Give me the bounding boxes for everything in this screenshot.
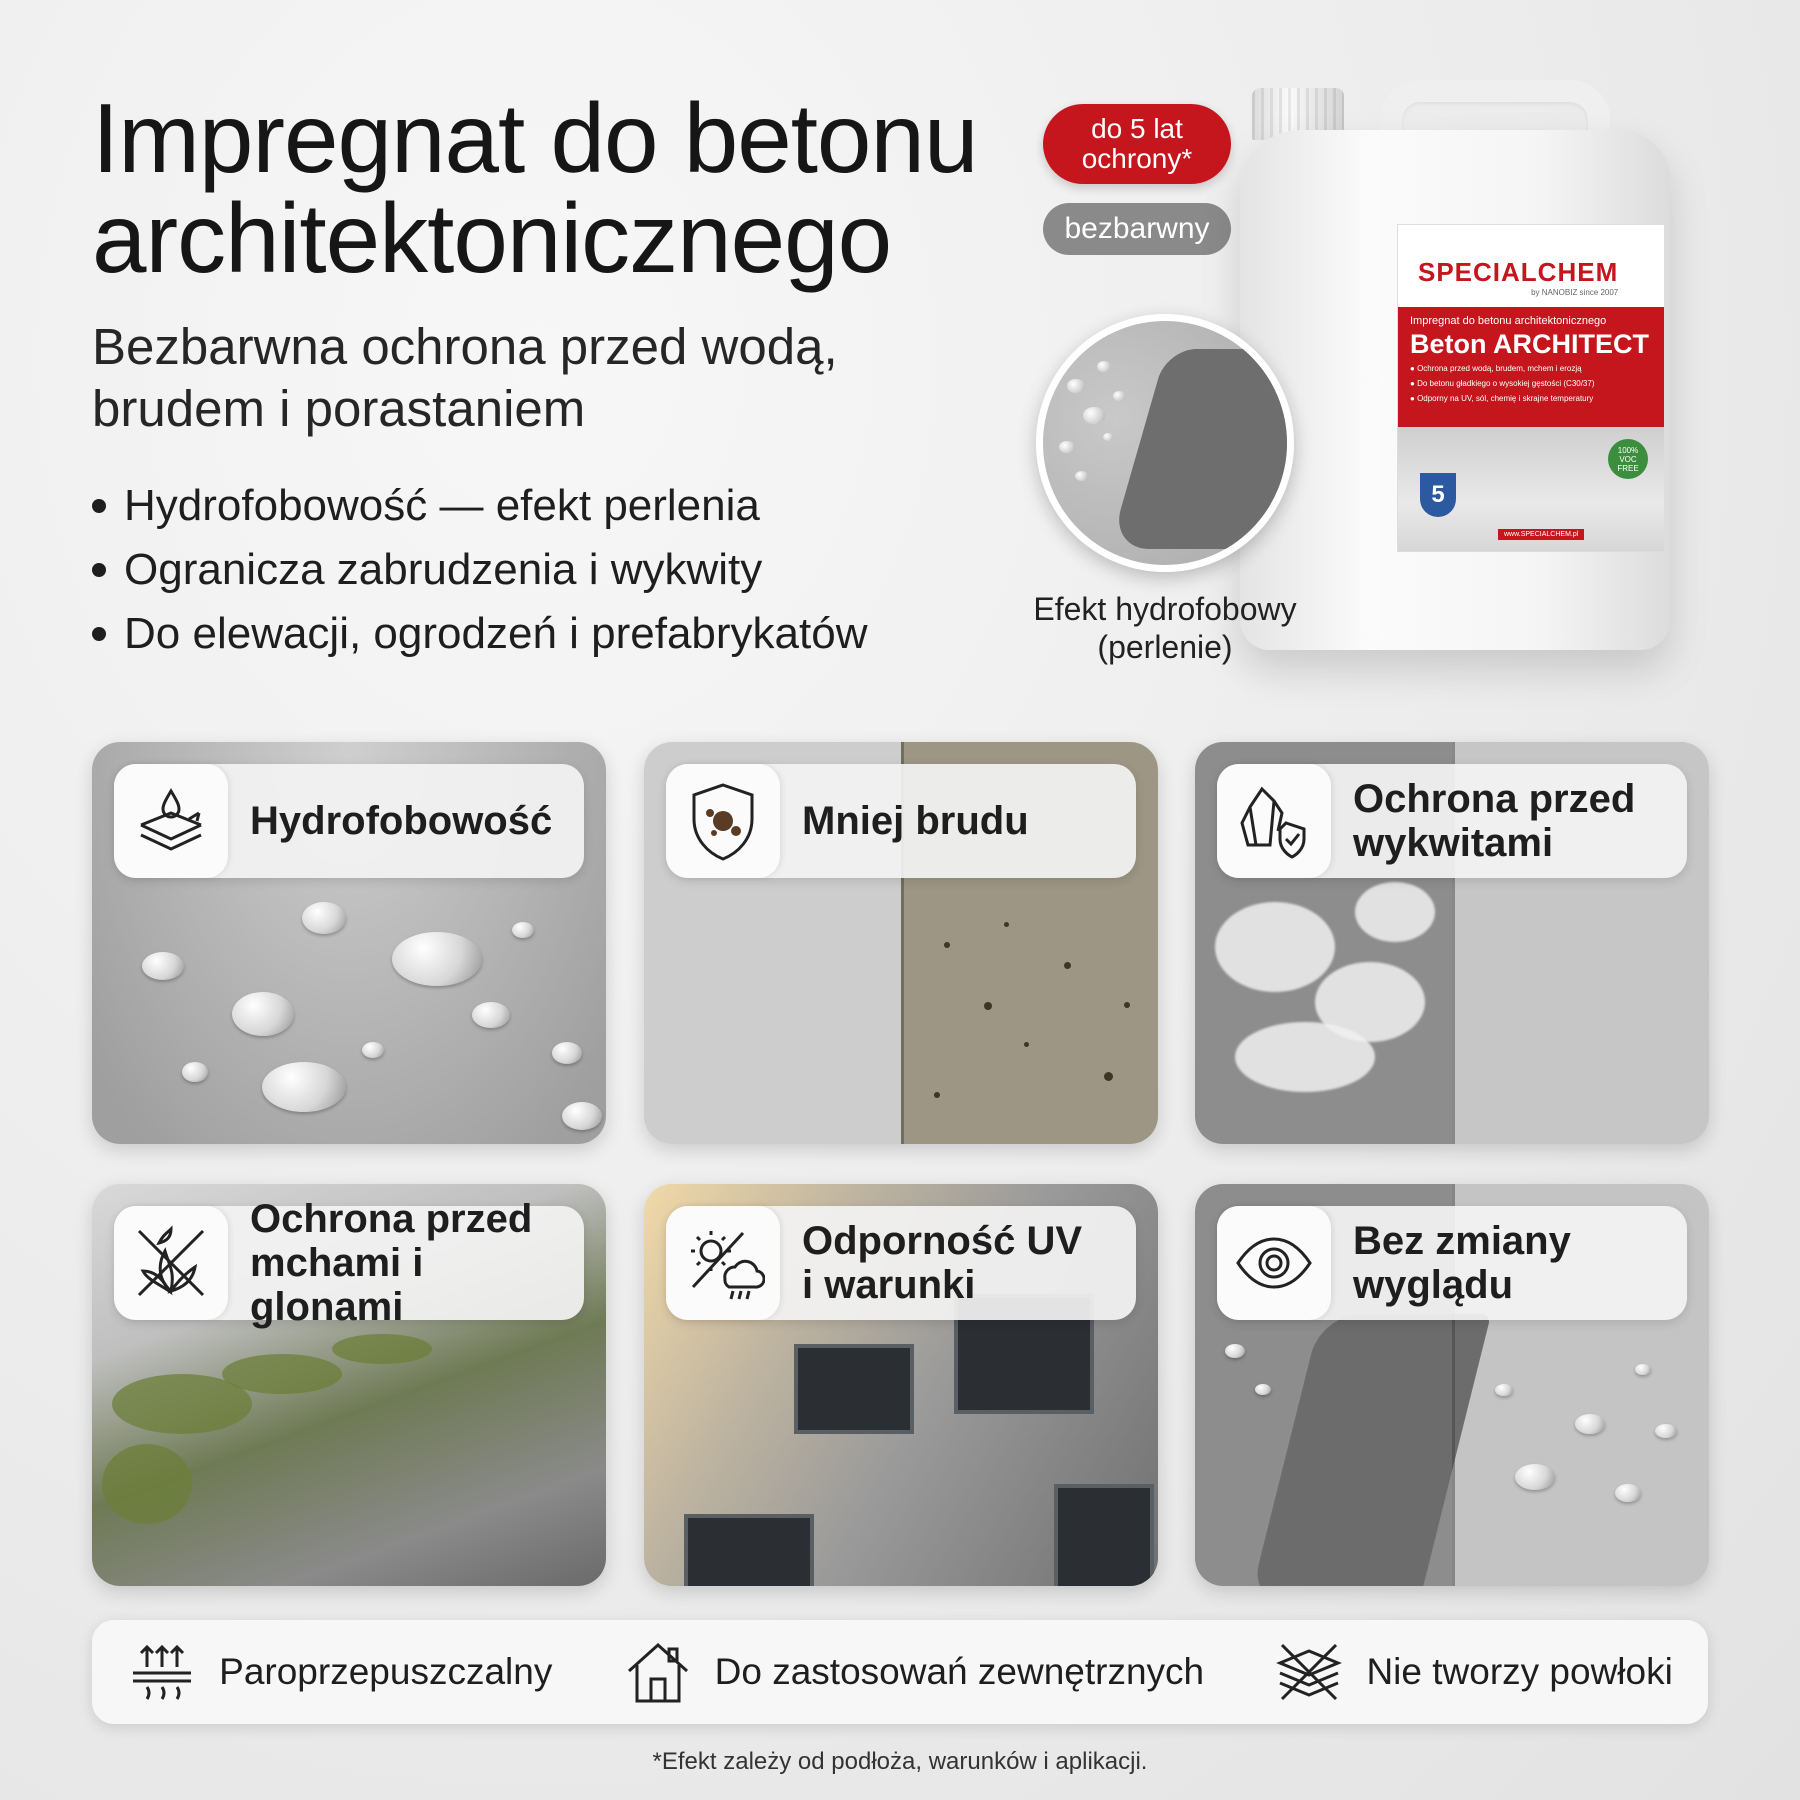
water-drop xyxy=(1083,407,1105,424)
tile-title xyxy=(780,1219,1082,1307)
tile-hydrophobicity xyxy=(92,742,606,1144)
wet-area xyxy=(1109,349,1294,549)
label-feature: ● Ochrona przed wodą, brudem, mchem i erozją xyxy=(1410,361,1652,376)
crystal-shield-icon xyxy=(1217,764,1331,878)
water-drop xyxy=(1103,433,1113,441)
water-drop xyxy=(1075,471,1088,481)
tile-label xyxy=(1217,1206,1687,1320)
brand-name: SPECIALCHEM xyxy=(1418,257,1619,287)
tile-title xyxy=(780,799,1029,843)
feature-bar xyxy=(92,1620,1708,1724)
label-feature: ● Do betonu gładkiego o wysokiej gęstości (C30/37) xyxy=(1410,376,1652,391)
tile-label xyxy=(666,764,1136,878)
subtitle-line-2: brudem i porastaniem xyxy=(92,380,586,437)
product-label xyxy=(1397,224,1665,552)
protection-badge-line-2: ochrony* xyxy=(1081,143,1193,174)
feature-vapor xyxy=(127,1637,552,1707)
hydrophobic-effect-image xyxy=(1036,314,1294,572)
water-layers-icon xyxy=(114,764,228,878)
tile-title-line-1: Mniej brudu xyxy=(802,799,1029,843)
tile-title-line-2: i warunki xyxy=(802,1263,976,1307)
tile-label xyxy=(114,1197,584,1329)
tile-title-line-1: Ochrona przed xyxy=(250,1197,533,1241)
label-small-line: Impregnat do betonu architektonicznego xyxy=(1410,315,1607,327)
tile-label xyxy=(114,764,584,878)
tile-title xyxy=(228,1197,584,1329)
feature-label: Nie tworzy powłoki xyxy=(1366,1651,1673,1692)
brand-logo xyxy=(1418,257,1618,297)
footnote: *Efekt zależy od podłoża, warunków i aplikacji. xyxy=(652,1748,1148,1775)
effect-caption-line-1: Efekt hydrofobowy xyxy=(1033,591,1297,627)
vapor-icon xyxy=(127,1637,197,1707)
water-drop xyxy=(1059,441,1075,453)
water-drop xyxy=(1097,361,1111,372)
feature-no-coating xyxy=(1274,1637,1672,1707)
benefit-item: Ogranicza zabrudzenia i wykwity xyxy=(92,538,868,602)
no-moss-icon xyxy=(114,1206,228,1320)
product-canister xyxy=(1240,80,1680,660)
tile-label xyxy=(1217,764,1687,878)
subtitle xyxy=(92,316,838,440)
tile-label xyxy=(666,1206,1136,1320)
tile-title xyxy=(1331,777,1635,865)
water-drop xyxy=(1067,379,1085,393)
benefit-item: Hydrofobowość — efekt perlenia xyxy=(92,474,868,538)
page-title xyxy=(92,83,978,293)
label-feature: ● Odporny na UV, sól, chemię i skrajne temperatury xyxy=(1410,391,1652,406)
title-line-1: Impregnat do betonu xyxy=(92,83,978,193)
feature-exterior xyxy=(623,1637,1204,1707)
tile-title xyxy=(228,799,552,843)
effect-caption-line-2: (perlenie) xyxy=(1097,629,1233,665)
label-url: www.SPECIALCHEM.pl xyxy=(1498,529,1584,540)
sun-rain-icon xyxy=(666,1206,780,1320)
eye-icon xyxy=(1217,1206,1331,1320)
benefit-list xyxy=(92,474,868,666)
label-feature-list xyxy=(1410,361,1652,406)
title-line-2: architektonicznego xyxy=(92,183,892,293)
benefit-item: Do elewacji, ogrodzeń i prefabrykatów xyxy=(92,602,868,666)
tile-title-line-2: wykwitami xyxy=(1353,821,1554,865)
water-drop xyxy=(1113,391,1125,401)
tile-title-line-2: wyglądu xyxy=(1353,1263,1514,1307)
tile-moss xyxy=(92,1184,606,1586)
tile-title-line-1: Bez zmiany xyxy=(1353,1219,1571,1263)
no-coating-icon xyxy=(1274,1637,1344,1707)
tile-uv-weather xyxy=(644,1184,1158,1586)
house-icon xyxy=(623,1637,693,1707)
subtitle-line-1: Bezbarwna ochrona przed wodą, xyxy=(92,318,838,375)
tile-no-appearance-change xyxy=(1195,1184,1709,1586)
effect-caption xyxy=(1010,590,1320,666)
color-badge: bezbarwny xyxy=(1043,203,1231,255)
warranty-shield-icon: 5 xyxy=(1420,473,1456,517)
feature-label: Do zastosowań zewnętrznych xyxy=(714,1651,1205,1692)
label-red-band xyxy=(1398,307,1664,427)
tile-title xyxy=(1331,1219,1571,1307)
tile-title-line-1: Odporność UV xyxy=(802,1219,1083,1263)
brand-subline: by NANOBIZ since 2007 xyxy=(1531,288,1619,297)
protection-badge xyxy=(1043,104,1231,184)
tile-less-dirt xyxy=(644,742,1158,1144)
protection-badge-line-1: do 5 lat xyxy=(1091,113,1183,144)
tile-title-line-1: Hydrofobowość xyxy=(250,799,553,843)
voc-free-icon: 100% VOC FREE xyxy=(1608,439,1648,479)
tile-title-line-2: mchami i glonami xyxy=(250,1241,424,1329)
tile-title-line-1: Ochrona przed xyxy=(1353,777,1636,821)
tile-efflorescence xyxy=(1195,742,1709,1144)
feature-label: Paroprzepuszczalny xyxy=(219,1651,553,1692)
shield-dirt-icon xyxy=(666,764,780,878)
product-name: Beton ARCHITECT xyxy=(1410,329,1649,359)
